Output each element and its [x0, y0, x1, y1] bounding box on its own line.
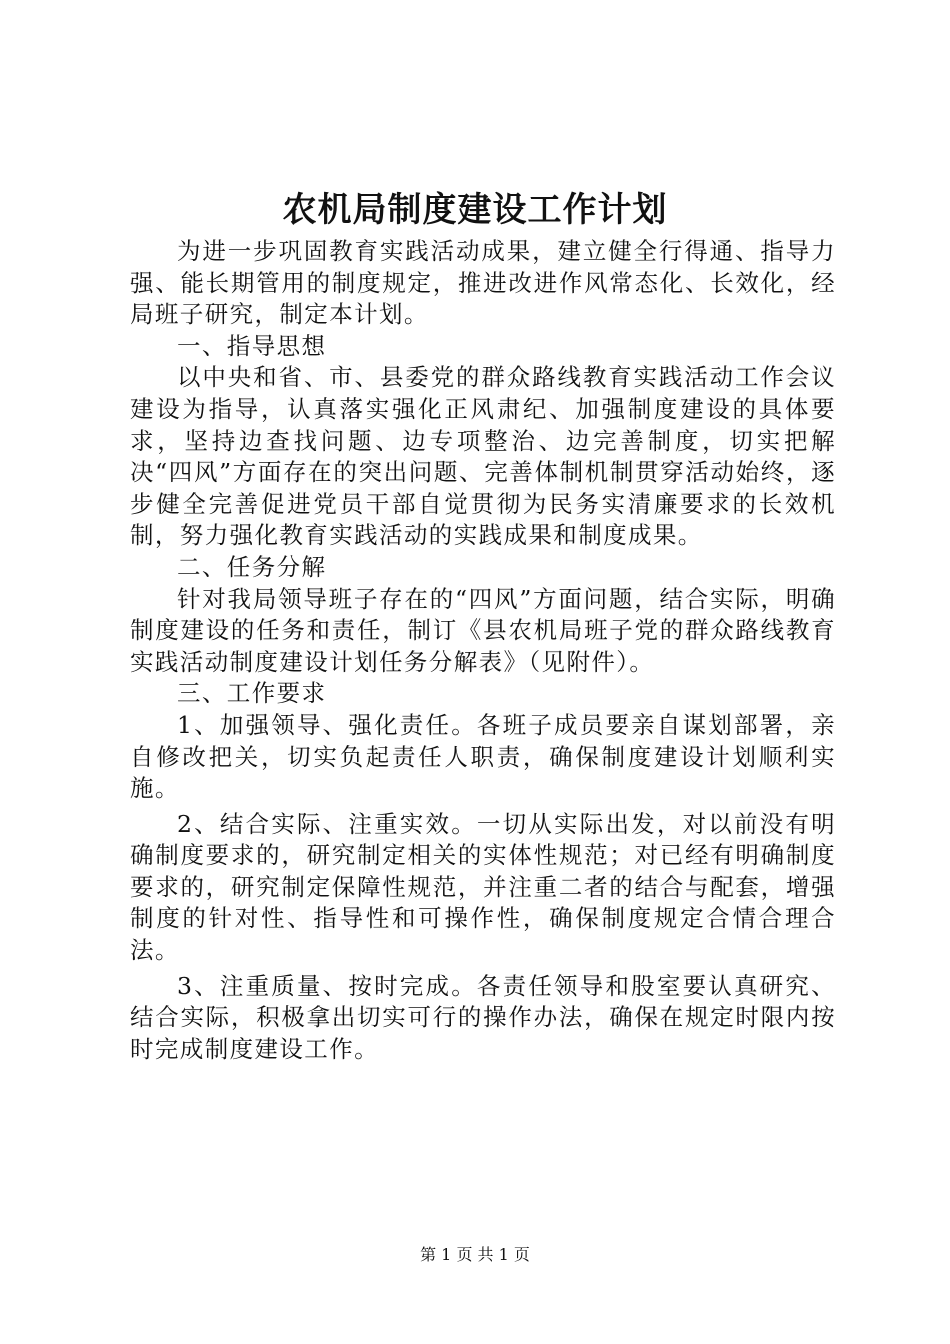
- requirement-item-1: 1、加强领导、强化责任。各班子成员要亲自谋划部署，亲自修改把关，切实负起责任人职责，确保制度建设计划顺利实施。: [130, 710, 836, 803]
- intro-paragraph: 为进一步巩固教育实践活动成果，建立健全行得通、指导力强、能长期管用的制度规定，推进改进作风常态化、长效化，经局班子研究，制定本计划。: [130, 237, 836, 329]
- document-title: 农机局制度建设工作计划: [282, 190, 668, 230]
- requirement-item-3: 3、注重质量、按时完成。各责任领导和股室要认真研究、结合实际，积极拿出切实可行的操作办法，确保在规定时限内按时完成制度建设工作。: [130, 971, 836, 1063]
- document-body: [130, 236, 836, 1069]
- task-breakdown-paragraph: 针对我局领导班子存在的“四风”方面问题，结合实际，明确制度建设的任务和责任，制订《县农机局班子党的群众路线教育实践活动制度建设计划任务分解表》（见附件）。: [130, 584, 836, 676]
- section-heading-work-requirements: 三、工作要求: [177, 679, 327, 708]
- page-footer: 第 1 页 共 1 页: [420, 1245, 530, 1264]
- guiding-ideology-paragraph: 以中央和省、市、县委党的群众路线教育实践活动工作会议建设为指导，认真落实强化正风肃纪、加强制度建设的具体要求，坚持边查找问题、边专项整治、边完善制度，切实把解决“四风”方面存在的突出问题、完善体制机制贯穿活动始终，逐步健全完善促进党员干部自觉贯彻为民务实清廉要求的长效机制，努力强化教育实践活动的实践成果和制度成果。: [130, 363, 836, 550]
- section-heading-task-breakdown: 二、任务分解: [177, 552, 327, 581]
- section-heading-guiding-ideology: 一、指导思想: [177, 331, 327, 360]
- requirement-item-2: 2、结合实际、注重实效。一切从实际出发，对以前没有明确制度要求的，研究制定相关的实体性规范；对已经有明确制度要求的，研究制定保障性规范，并注重二者的结合与配套，增强制度的针对性、指导性和可操作性，确保制度规定合情合理合法。: [130, 809, 836, 965]
